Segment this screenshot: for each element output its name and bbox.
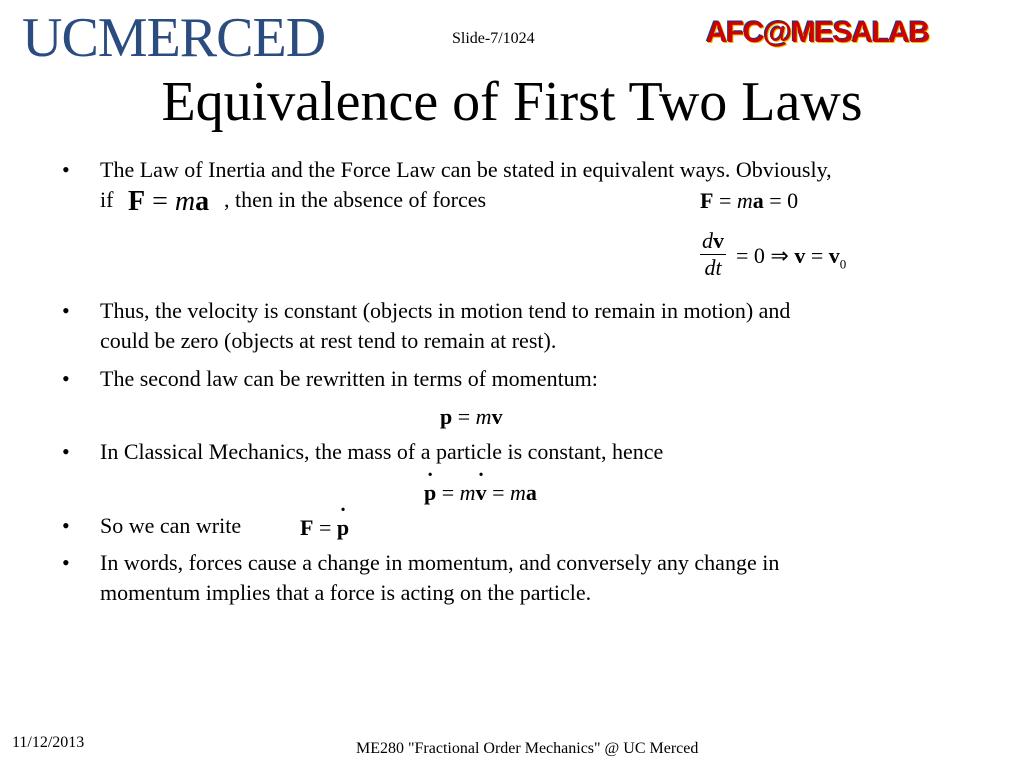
slide-number: Slide-7/1024: [452, 30, 535, 47]
bullet-6-line-1: In words, forces cause a change in momentum, and conversely any change in: [100, 550, 780, 575]
bullet-marker: •: [62, 298, 70, 323]
equation-p-mv: p = mv: [440, 404, 503, 429]
ucmerced-logo-text: UCMERCED: [22, 7, 326, 69]
bullet-1-line-2-post: , then in the absence of forces: [224, 187, 487, 212]
afc-mesalab-logo: AFC@MESALAB: [706, 16, 929, 49]
bullet-4-text: In Classical Mechanics, the mass of a particle is constant, hence: [100, 439, 664, 464]
equation-dv-dt: dv dt: [702, 228, 724, 280]
equation-f-ma-zero: F = ma = 0: [700, 188, 799, 213]
bullet-marker: •: [62, 157, 70, 182]
bullet-3-text: The second law can be rewritten in terms of momentum:: [100, 366, 598, 391]
equation-pdot: p ˙ = mv ˙ = ma: [424, 480, 537, 506]
bullet-6-line-2: momentum implies that a force is acting on the particle.: [100, 580, 592, 605]
equation-f-pdot: F = p ˙: [300, 515, 349, 541]
bullet-2-line-2: could be zero (objects at rest tend to remain at rest).: [100, 328, 557, 353]
bullet-2-line-1: Thus, the velocity is constant (objects in motion tend to remain in motion) and: [100, 298, 791, 323]
bullet-1-line-1: The Law of Inertia and the Force Law can be stated in equivalent ways. Obviously,: [100, 157, 832, 182]
footer-date: 11/12/2013: [12, 734, 85, 751]
bullet-marker: •: [62, 439, 70, 464]
footer-course: ME280 "Fractional Order Mechanics" @ UC Merced: [356, 740, 699, 757]
slide-title: Equivalence of First Two Laws: [161, 71, 863, 133]
bullet-marker: •: [62, 550, 70, 575]
bullet-marker: •: [62, 366, 70, 391]
bullet-5-text: So we can write: [100, 513, 242, 538]
equation-v-const: = 0 ⇒ $v = v_0$: [736, 243, 847, 272]
equation-f-ma: F = ma: [128, 186, 210, 217]
bullet-1-line-2-pre: if: [100, 187, 114, 212]
bullet-marker: •: [62, 513, 70, 538]
ucmerced-logo: [22, 7, 326, 69]
